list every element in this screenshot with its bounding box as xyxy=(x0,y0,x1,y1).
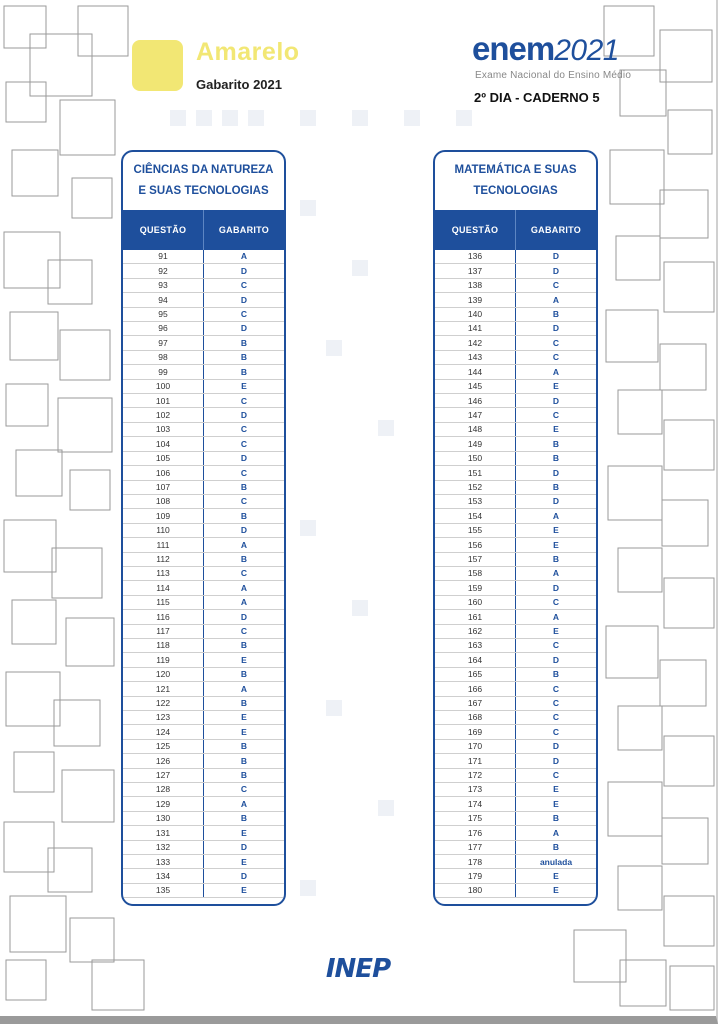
question-number: 130 xyxy=(123,812,204,825)
answer-letter: D xyxy=(240,611,248,622)
answer-letter: C xyxy=(552,337,560,348)
table-row xyxy=(435,495,596,509)
answer-table-matematica xyxy=(433,150,598,906)
answer-letter: D xyxy=(240,525,248,536)
answer-letter: A xyxy=(240,539,248,550)
question-number: 121 xyxy=(123,682,204,695)
question-number: 162 xyxy=(435,625,516,638)
question-number: 119 xyxy=(123,653,204,666)
answer-letter: B xyxy=(552,481,560,492)
answer-letter: A xyxy=(552,568,560,579)
table-row xyxy=(435,336,596,350)
table-row xyxy=(123,380,284,394)
table-row xyxy=(123,524,284,538)
question-number: 169 xyxy=(435,725,516,738)
table-row xyxy=(435,754,596,768)
question-number: 165 xyxy=(435,668,516,681)
answer-letter: E xyxy=(241,654,247,665)
question-number: 98 xyxy=(123,351,204,364)
question-number: 149 xyxy=(435,437,516,450)
table-row xyxy=(123,682,284,696)
question-number: 97 xyxy=(123,336,204,349)
table-row xyxy=(123,610,284,624)
table-row xyxy=(123,596,284,610)
question-number: 141 xyxy=(435,322,516,335)
answer-letter: A xyxy=(552,611,560,622)
question-number: 153 xyxy=(435,495,516,508)
answer-letter: B xyxy=(240,755,248,766)
table-row xyxy=(123,264,284,278)
table-row xyxy=(435,423,596,437)
question-number: 156 xyxy=(435,538,516,551)
question-number: 114 xyxy=(123,581,204,594)
answer-letter: A xyxy=(552,510,560,521)
table-row xyxy=(435,797,596,811)
question-number: 179 xyxy=(435,869,516,882)
question-number: 110 xyxy=(123,524,204,537)
question-number: 118 xyxy=(123,639,204,652)
enem-logo xyxy=(472,30,642,74)
answer-letter: E xyxy=(553,539,559,550)
answer-letter: E xyxy=(241,712,247,723)
answer-letter: D xyxy=(240,409,248,420)
table-row xyxy=(435,293,596,307)
table-row xyxy=(435,264,596,278)
answer-letter: A xyxy=(240,798,248,809)
table-row xyxy=(123,466,284,480)
table-row xyxy=(123,308,284,322)
table-row xyxy=(123,365,284,379)
answer-letter: C xyxy=(240,568,248,579)
answer-letter: B xyxy=(240,741,248,752)
table-row xyxy=(435,408,596,422)
table-row xyxy=(123,639,284,653)
question-number: 106 xyxy=(123,466,204,479)
table-row xyxy=(435,639,596,653)
answer-letter: E xyxy=(553,424,559,435)
inep-logo: INEP xyxy=(325,954,391,984)
table-row xyxy=(123,293,284,307)
answer-letter: B xyxy=(240,352,248,363)
table-row xyxy=(123,769,284,783)
answer-letter: B xyxy=(552,813,560,824)
question-number: 176 xyxy=(435,826,516,839)
question-number: 180 xyxy=(435,884,516,897)
table-row xyxy=(123,394,284,408)
enem-logo-year: 2021 xyxy=(554,34,619,67)
answer-letter: B xyxy=(552,669,560,680)
answer-letter: B xyxy=(240,510,248,521)
question-number: 178 xyxy=(435,855,516,868)
question-number: 122 xyxy=(123,697,204,710)
table-row xyxy=(123,797,284,811)
table-title-line-2: TECNOLOGIAS xyxy=(473,185,558,197)
answer-letter: C xyxy=(552,712,560,723)
table-row xyxy=(123,481,284,495)
answer-letter: B xyxy=(240,813,248,824)
booklet-color-title: Amarelo xyxy=(196,38,300,66)
table-row xyxy=(123,812,284,826)
answer-letter: D xyxy=(552,582,560,593)
answer-letter: B xyxy=(240,553,248,564)
answer-letter: B xyxy=(240,366,248,377)
table-row xyxy=(435,884,596,898)
question-number: 108 xyxy=(123,495,204,508)
answer-letter: D xyxy=(552,251,560,262)
question-number: 144 xyxy=(435,365,516,378)
table-row xyxy=(123,538,284,552)
table-row xyxy=(123,740,284,754)
question-number: 158 xyxy=(435,567,516,580)
table-row xyxy=(123,553,284,567)
answer-letter: A xyxy=(552,294,560,305)
question-number: 126 xyxy=(123,754,204,767)
answer-letter: E xyxy=(553,870,559,881)
table-row xyxy=(435,365,596,379)
question-number: 111 xyxy=(123,538,204,551)
question-number: 150 xyxy=(435,452,516,465)
question-number: 135 xyxy=(123,884,204,897)
table-row xyxy=(435,653,596,667)
table-row xyxy=(123,841,284,855)
answer-letter: C xyxy=(552,280,560,291)
question-number: 112 xyxy=(123,553,204,566)
question-number: 157 xyxy=(435,553,516,566)
answer-letter: C xyxy=(552,597,560,608)
question-number: 133 xyxy=(123,855,204,868)
table-row xyxy=(435,725,596,739)
question-number: 163 xyxy=(435,639,516,652)
answer-letter: A xyxy=(552,827,560,838)
table-row xyxy=(435,553,596,567)
table-row xyxy=(435,668,596,682)
answer-letter: C xyxy=(240,467,248,478)
table-row xyxy=(435,855,596,869)
table-row xyxy=(123,826,284,840)
question-number: 173 xyxy=(435,783,516,796)
table-row xyxy=(435,869,596,883)
table-body xyxy=(123,250,284,898)
question-number: 174 xyxy=(435,797,516,810)
answer-letter: E xyxy=(553,798,559,809)
answer-letter: E xyxy=(553,885,559,896)
answer-letter: B xyxy=(552,309,560,320)
answer-letter: C xyxy=(240,496,248,507)
table-row xyxy=(123,567,284,581)
enem-subtitle: Exame Nacional do Ensino Médio xyxy=(475,70,632,81)
table-row xyxy=(123,668,284,682)
answer-letter: C xyxy=(552,409,560,420)
answer-letter: C xyxy=(240,626,248,637)
answer-letter: D xyxy=(552,265,560,276)
question-number: 99 xyxy=(123,365,204,378)
answer-letter: B xyxy=(552,453,560,464)
table-row xyxy=(435,826,596,840)
answer-letter: D xyxy=(552,467,560,478)
table-row xyxy=(123,336,284,350)
answer-letter: E xyxy=(241,381,247,392)
question-number: 152 xyxy=(435,481,516,494)
table-row xyxy=(435,697,596,711)
question-number: 96 xyxy=(123,322,204,335)
column-header-questao: QUESTÃO xyxy=(123,210,204,250)
question-number: 171 xyxy=(435,754,516,767)
table-row xyxy=(435,682,596,696)
table-title-line-2: E SUAS TECNOLOGIAS xyxy=(138,185,269,197)
question-number: 128 xyxy=(123,783,204,796)
answer-letter: A xyxy=(552,366,560,377)
question-number: 142 xyxy=(435,336,516,349)
question-number: 102 xyxy=(123,408,204,421)
answer-letter: C xyxy=(552,698,560,709)
answer-letter: D xyxy=(240,453,248,464)
table-row xyxy=(435,610,596,624)
answer-letter: D xyxy=(552,654,560,665)
question-number: 167 xyxy=(435,697,516,710)
question-number: 120 xyxy=(123,668,204,681)
table-row xyxy=(123,855,284,869)
question-number: 117 xyxy=(123,625,204,638)
table-title xyxy=(435,152,596,210)
answer-letter: C xyxy=(240,784,248,795)
question-number: 104 xyxy=(123,437,204,450)
question-number: 129 xyxy=(123,797,204,810)
table-row xyxy=(435,581,596,595)
answer-letter: B xyxy=(240,640,248,651)
table-row xyxy=(123,279,284,293)
table-row xyxy=(435,308,596,322)
answer-letter: B xyxy=(552,842,560,853)
answer-letter: C xyxy=(240,280,248,291)
question-number: 146 xyxy=(435,394,516,407)
table-row xyxy=(123,754,284,768)
answer-letter: A xyxy=(240,251,248,262)
table-row xyxy=(123,509,284,523)
question-number: 94 xyxy=(123,293,204,306)
question-number: 91 xyxy=(123,250,204,263)
question-number: 103 xyxy=(123,423,204,436)
answer-letter: C xyxy=(240,395,248,406)
answer-letter: C xyxy=(240,438,248,449)
question-number: 138 xyxy=(435,279,516,292)
question-number: 140 xyxy=(435,308,516,321)
question-number: 101 xyxy=(123,394,204,407)
answer-letter: B xyxy=(552,553,560,564)
question-number: 172 xyxy=(435,769,516,782)
table-row xyxy=(123,625,284,639)
column-header-questao: QUESTÃO xyxy=(435,210,516,250)
question-number: 143 xyxy=(435,351,516,364)
question-number: 139 xyxy=(435,293,516,306)
answer-letter: D xyxy=(240,870,248,881)
table-row xyxy=(435,596,596,610)
question-number: 151 xyxy=(435,466,516,479)
answer-table-ciencias-natureza xyxy=(121,150,286,906)
answer-letter: D xyxy=(552,496,560,507)
table-row xyxy=(123,322,284,336)
answer-letter: D xyxy=(552,395,560,406)
question-number: 147 xyxy=(435,408,516,421)
table-row xyxy=(435,567,596,581)
table-row xyxy=(123,250,284,264)
question-number: 168 xyxy=(435,711,516,724)
table-row xyxy=(435,711,596,725)
table-row xyxy=(435,380,596,394)
table-row xyxy=(123,423,284,437)
question-number: 175 xyxy=(435,812,516,825)
table-row xyxy=(435,351,596,365)
answer-letter: B xyxy=(552,438,560,449)
question-number: 134 xyxy=(123,869,204,882)
answer-letter: A xyxy=(240,597,248,608)
question-number: 136 xyxy=(435,250,516,263)
question-number: 124 xyxy=(123,725,204,738)
question-number: 137 xyxy=(435,264,516,277)
answer-letter: B xyxy=(240,770,248,781)
answer-letter: C xyxy=(552,352,560,363)
table-title xyxy=(123,152,284,210)
answer-letter: B xyxy=(240,481,248,492)
table-row xyxy=(123,351,284,365)
question-number: 116 xyxy=(123,610,204,623)
question-number: 170 xyxy=(435,740,516,753)
table-row xyxy=(435,452,596,466)
day-booklet-label: 2º DIA - CADERNO 5 xyxy=(474,90,600,105)
question-number: 131 xyxy=(123,826,204,839)
table-body xyxy=(435,250,596,898)
answer-letter: D xyxy=(552,741,560,752)
table-row xyxy=(435,437,596,451)
table-row xyxy=(123,711,284,725)
answer-letter: D xyxy=(240,842,248,853)
question-number: 166 xyxy=(435,682,516,695)
gabarito-year-label: Gabarito 2021 xyxy=(196,77,282,92)
question-number: 113 xyxy=(123,567,204,580)
table-row xyxy=(435,538,596,552)
table-row xyxy=(435,524,596,538)
table-row xyxy=(123,452,284,466)
question-number: 132 xyxy=(123,841,204,854)
column-header-gabarito: GABARITO xyxy=(530,225,582,235)
answer-letter: B xyxy=(240,337,248,348)
answer-letter: E xyxy=(241,726,247,737)
answer-letter: C xyxy=(240,309,248,320)
table-row xyxy=(435,250,596,264)
table-row xyxy=(123,495,284,509)
question-number: 125 xyxy=(123,740,204,753)
table-row xyxy=(123,581,284,595)
table-row xyxy=(123,869,284,883)
table-row xyxy=(435,769,596,783)
table-row xyxy=(123,884,284,898)
table-row xyxy=(123,697,284,711)
answer-letter: D xyxy=(552,755,560,766)
column-header-gabarito: GABARITO xyxy=(218,225,270,235)
question-number: 115 xyxy=(123,596,204,609)
question-number: 159 xyxy=(435,581,516,594)
enem-logo-word: enem xyxy=(472,30,555,67)
answer-letter: C xyxy=(552,683,560,694)
table-header xyxy=(123,210,284,250)
question-number: 148 xyxy=(435,423,516,436)
answer-letter: C xyxy=(552,640,560,651)
question-number: 161 xyxy=(435,610,516,623)
question-number: 154 xyxy=(435,509,516,522)
answer-letter: C xyxy=(552,770,560,781)
table-row xyxy=(435,841,596,855)
question-number: 92 xyxy=(123,264,204,277)
table-row xyxy=(123,437,284,451)
table-row xyxy=(435,625,596,639)
answer-letter: E xyxy=(553,525,559,536)
answer-letter: A xyxy=(240,683,248,694)
question-number: 127 xyxy=(123,769,204,782)
answer-letter: B xyxy=(240,698,248,709)
table-row xyxy=(435,322,596,336)
table-title-line-1: MATEMÁTICA E SUAS xyxy=(454,164,577,176)
question-number: 160 xyxy=(435,596,516,609)
question-number: 145 xyxy=(435,380,516,393)
answer-letter: E xyxy=(553,626,559,637)
answer-letter: D xyxy=(240,323,248,334)
answer-letter: B xyxy=(240,669,248,680)
question-number: 107 xyxy=(123,481,204,494)
answer-letter: A xyxy=(240,582,248,593)
answer-letter: E xyxy=(553,381,559,392)
table-row xyxy=(435,509,596,523)
answer-letter: E xyxy=(241,856,247,867)
table-row xyxy=(123,783,284,797)
question-number: 95 xyxy=(123,308,204,321)
question-number: 109 xyxy=(123,509,204,522)
table-row xyxy=(435,394,596,408)
table-row xyxy=(435,279,596,293)
table-row xyxy=(435,740,596,754)
table-header xyxy=(435,210,596,250)
question-number: 93 xyxy=(123,279,204,292)
answer-letter: C xyxy=(552,726,560,737)
table-row xyxy=(123,408,284,422)
answer-letter: E xyxy=(241,885,247,896)
question-number: 105 xyxy=(123,452,204,465)
table-row xyxy=(435,812,596,826)
table-row xyxy=(435,466,596,480)
question-number: 177 xyxy=(435,841,516,854)
answer-letter: E xyxy=(241,827,247,838)
question-number: 123 xyxy=(123,711,204,724)
table-title-line-1: CIÊNCIAS DA NATUREZA xyxy=(133,164,274,176)
table-row xyxy=(123,725,284,739)
answer-letter: anulada xyxy=(539,856,573,867)
answer-letter: D xyxy=(240,294,248,305)
answer-letter: C xyxy=(240,424,248,435)
answer-letter: D xyxy=(552,323,560,334)
question-number: 164 xyxy=(435,653,516,666)
answer-letter: E xyxy=(553,784,559,795)
table-row xyxy=(435,783,596,797)
answer-letter: D xyxy=(240,265,248,276)
question-number: 100 xyxy=(123,380,204,393)
table-row xyxy=(435,481,596,495)
question-number: 155 xyxy=(435,524,516,537)
color-swatch xyxy=(132,40,183,91)
table-row xyxy=(123,653,284,667)
